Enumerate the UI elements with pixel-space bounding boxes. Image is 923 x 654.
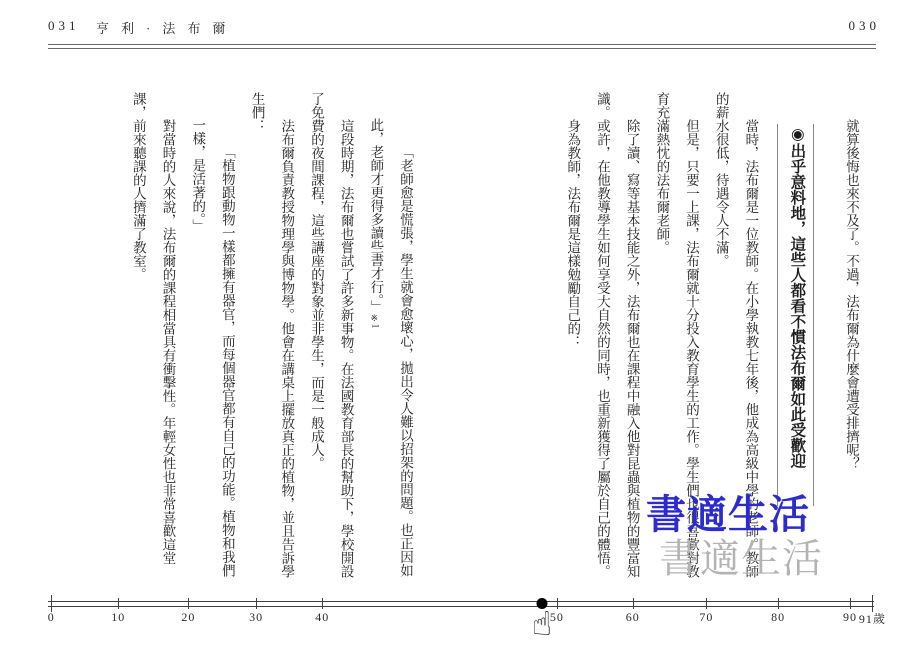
timeline-tick-label: 10 (111, 610, 126, 624)
paragraph: 身為教師，法布爾是這樣勉勵自己的： (565, 119, 581, 349)
quote-text: 「老師愈是慌張，學生就會愈壞心，拋出令人難以招架的問題。也正因如此，老師才更得多讀些書才行。」 (368, 118, 413, 577)
timeline-tick (778, 598, 779, 609)
book-title: 亨利·法布爾 (96, 21, 238, 36)
blockquote-plants: 「植物跟動物一樣都擁有器官，而每個器官都有自己的功能。植物和我們一樣，是活著的。」 (190, 118, 235, 577)
timeline-tick-label: 0 (47, 610, 55, 624)
timeline-tick (633, 598, 634, 609)
timeline (47, 601, 886, 651)
timeline-tick (706, 598, 707, 609)
pointing-hand-icon: ☝ (531, 604, 552, 643)
timeline-tick-label: 30 (249, 610, 264, 624)
timeline-tick (557, 598, 558, 609)
timeline-tick-label: 40 (315, 610, 330, 624)
timeline-tick-label: 60 (625, 610, 640, 624)
blockquote-teacher (361, 92, 420, 578)
page-number-left: 031 (48, 18, 80, 33)
paragraph: 對當時的人來說，法布爾的課程相當具有衝擊性。年輕女性也非常喜歡這堂課，前來聽課的人擠滿了教室。 (130, 92, 176, 565)
timeline-tick-label: 50 (549, 610, 564, 624)
watermark-blue: 書適生活 (646, 492, 810, 537)
timeline-axis (48, 601, 874, 607)
timeline-tick-label: 91歲 (858, 612, 886, 626)
timeline-tick (188, 598, 189, 609)
page-number-right: 030 (848, 18, 880, 33)
watermark-gray: 書適生活 (659, 536, 823, 581)
timeline-tick (118, 598, 119, 609)
paragraph: 法布爾負責教授物理學與博物學。他會在講桌上擺放真正的植物，並且告訴學生們： (249, 92, 295, 578)
paragraph: 就算後悔也來不及了。不過，法布爾為什麼會遭受排擠呢？ (844, 119, 859, 470)
timeline-tick (322, 598, 323, 609)
timeline-tick (256, 598, 257, 609)
timeline-tick-label: 80 (771, 610, 786, 624)
timeline-tick-label: 90 (843, 610, 858, 624)
paragraph: 當時，法布爾是一位教師。在小學執教七年後，他成為高級中學的老師。教師的薪水很低，待遇令人不滿。 (713, 92, 759, 578)
paragraph: 除了讀、寫等基本技能之外，法布爾也在課程中融入他對昆蟲與植物的豐富知識。或許，在他教導學生如何享受大自然的同時，也重新獲得了屬於自己的體悟。 (594, 92, 640, 578)
running-head (48, 18, 880, 38)
page-left-text (38, 92, 420, 578)
timeline-tick (850, 598, 851, 609)
timeline-tick-label: 70 (699, 610, 714, 624)
paragraph: 這段時期，法布爾也嘗試了許多新事物。在法國教育部長的幫助下，學校開設了免費的夜間課程，這些講座的對象並非學生，而是一般成人。 (308, 92, 354, 578)
timeline-tick-label: 20 (181, 610, 196, 624)
paragraph: 但是，只要一上課，法布爾就十分投入教育學生的工作。學生們也很喜歡對教育充滿熱忱的法布爾老師。 (654, 92, 700, 578)
footnote-marker: ※1 (370, 313, 381, 329)
header-rule (48, 44, 876, 49)
section-heading: ◉出乎意料地，這些人都看不慣法布爾如此受歡迎 (777, 124, 814, 506)
page-right-text (521, 92, 866, 578)
